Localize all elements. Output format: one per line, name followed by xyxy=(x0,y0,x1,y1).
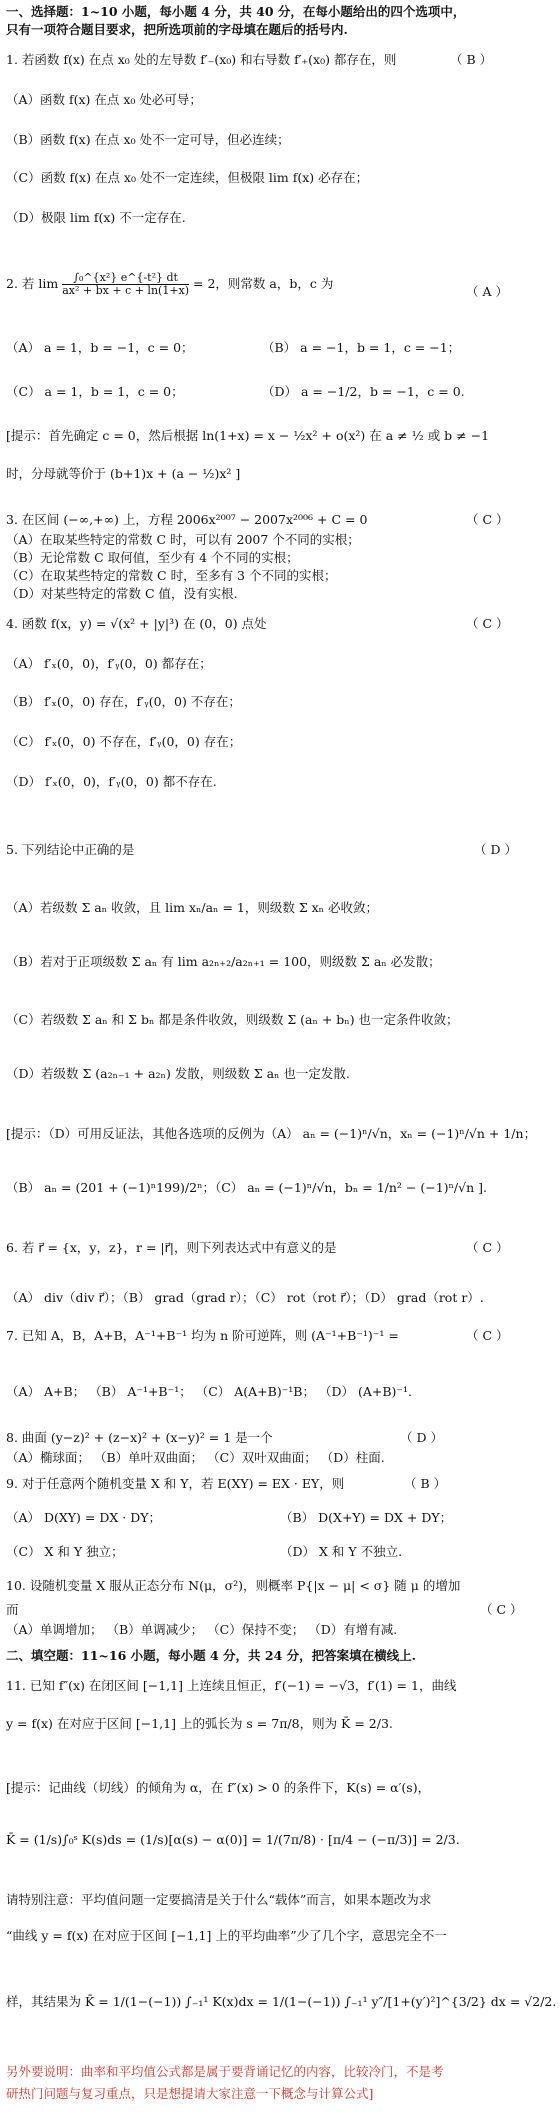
q10-stem-line2: 而 xyxy=(6,1602,19,1617)
q2-fraction xyxy=(62,272,189,297)
q4-option-d: （D） f′ₓ(0，0)，f′ᵧ(0，0) 都不存在. xyxy=(6,774,217,789)
q10-options: （A）单调增加； （B）单调减少； （C）保持不变； （D）有增有减. xyxy=(6,1622,398,1637)
q5-option-b: （B）若对于正项级数 Σ aₙ 有 lim a₂ₙ₊₂/a₂ₙ₊₁ = 100，则级数 Σ aₙ 必发散； xyxy=(6,954,441,969)
q11-note-line2: “曲线 y = f(x) 在对应于区间 [−1,1] 上的平均曲率”少了几个字，意思完全不一 xyxy=(6,1928,447,1943)
q2-option-a: （A） a = 1，b = −1，c = 0； xyxy=(6,340,194,355)
q3-option-d: （D）对某些特定的常数 C 值，没有实根. xyxy=(6,586,238,601)
q1-option-b: （B）函数 f(x) 在点 x₀ 处不一定可导，但必连续； xyxy=(6,132,290,147)
q4-answer: （ C ） xyxy=(466,616,509,631)
q7-stem: 7. 已知 A，B，A+B，A⁻¹+B⁻¹ 均为 n 阶可逆阵，则 (A⁻¹+B⁻¹)⁻¹ = xyxy=(6,1328,399,1343)
q10-answer: （ C ） xyxy=(480,1602,523,1617)
q2-option-d: （D） a = −1/2，b = −1，c = 0. xyxy=(262,384,465,399)
section2-header: 二、填空题：11~16 小题，每小题 4 分，共 24 分，把答案填在横线上. xyxy=(6,1648,416,1663)
q11-red-note-line2: 研热门问题与复习重点，只是想提请大家注意一下概念与计算公式] xyxy=(6,2086,374,2101)
q3-option-a: （A）在取某些特定的常数 C 时，可以有 2007 个不同的实根； xyxy=(6,532,360,547)
q8-options: （A）椭球面； （B）单叶双曲面； （C）双叶双曲面； （D）柱面. xyxy=(6,1450,385,1465)
q5-option-c: （C）若级数 Σ aₙ 和 Σ bₙ 都是条件收敛，则级数 Σ (aₙ + bₙ) 也一定条件收敛； xyxy=(6,1012,459,1027)
q5-option-d: （D）若级数 Σ (a₂ₙ₋₁ + a₂ₙ) 发散，则级数 Σ aₙ 也一定发散. xyxy=(6,1066,350,1081)
q1-option-a: （A）函数 f(x) 在点 x₀ 处必可导； xyxy=(6,92,202,107)
q6-stem: 6. 若 r⃗ = {x，y，z}，r = |r⃗|，则下列表达式中有意义的是 xyxy=(6,1240,337,1255)
q9-answer: （ B ） xyxy=(404,1476,447,1491)
q9-stem: 9. 对于任意两个随机变量 X 和 Y，若 E(XY) = EX · EY，则 xyxy=(6,1476,345,1491)
q11-note-line3: 样，其结果为 K̄ = 1/(1−(−1)) ∫₋₁¹ K(x)dx = 1/(1−(−1)) ∫₋₁¹ y″/[1+(y′)²]^{3/2} dx = √2/2. xyxy=(6,1994,557,2009)
q4-option-b: （B） f′ₓ(0，0) 存在，f′ᵧ(0，0) 不存在； xyxy=(6,694,241,709)
q5-answer: （ D ） xyxy=(474,842,517,857)
q7-answer: （ C ） xyxy=(466,1328,509,1343)
q2-stem-post: = 2，则常数 a，b，c 为 xyxy=(193,276,334,292)
q3-option-b: （B）无论常数 C 取何值，至少有 4 个不同的实根； xyxy=(6,550,299,565)
q9-option-d: （D） X 和 Y 不独立. xyxy=(280,1544,403,1559)
q8-stem: 8. 曲面 (y−z)² + (z−x)² + (x−y)² = 1 是一个 xyxy=(6,1430,273,1445)
q2-stem xyxy=(6,272,333,297)
q4-option-c: （C） f′ₓ(0，0) 不存在，f′ᵧ(0，0) 存在； xyxy=(6,734,242,749)
q10-stem-line1: 10. 设随机变量 X 服从正态分布 N(μ，σ²)，则概率 P{|x − μ| < σ} 随 μ 的增加 xyxy=(6,1578,461,1593)
q11-red-note-line1: 另外要说明：曲率和平均值公式都是属于要背诵记忆的内容，比较冷门，不是考 xyxy=(6,2064,444,2079)
q3-option-c: （C）在取某些特定的常数 C 时，至多有 3 个不同的实根； xyxy=(6,568,337,583)
q11-stem-line1: 11. 已知 f″(x) 在闭区间 [−1,1] 上连续且恒正，f′(−1) = −√3，f′(1) = 1，曲线 xyxy=(6,1678,457,1693)
q11-note-line1: 请特别注意：平均值问题一定要搞清是关于什么“载体”而言，如果本题改为求 xyxy=(6,1892,432,1907)
q5-option-a: （A）若级数 Σ aₙ 收敛，且 lim xₙ/aₙ = 1，则级数 Σ xₙ 必收敛； xyxy=(6,900,379,915)
q9-option-c: （C） X 和 Y 独立； xyxy=(6,1544,124,1559)
q2-option-c: （C） a = 1，b = 1，c = 0； xyxy=(6,384,184,399)
q9-option-b: （B） D(X+Y) = DX + DY； xyxy=(280,1510,453,1525)
q2-hint-line1: [提示：首先确定 c = 0，然后根据 ln(1+x) = x − ½x² + o(x²) 在 a ≠ ½ 或 b ≠ −1 xyxy=(6,428,490,443)
q2-fraction-denominator: ax² + bx + c + ln(1+x) xyxy=(62,284,190,298)
q6-answer: （ C ） xyxy=(466,1240,509,1255)
q11-stem-line2: y = f(x) 在对应于区间 [−1,1] 上的弧长为 s = 7π/8，则为 K̄ = 2/3. xyxy=(6,1716,393,1731)
q1-option-d: （D）极限 lim f(x) 不一定存在. xyxy=(6,210,186,225)
q1-option-c: （C）函数 f(x) 在点 x₀ 处不一定连续，但极限 lim f(x) 必存在； xyxy=(6,170,369,185)
q2-option-b: （B） a = −1，b = 1，c = −1； xyxy=(262,340,461,355)
q1-answer: （ B ） xyxy=(450,52,493,67)
q2-fraction-numerator: ∫₀^{x²} e^{-t²} dt xyxy=(62,272,189,285)
q4-stem: 4. 函数 f(x，y) = √(x² + |y|³) 在 (0，0) 点处 xyxy=(6,616,267,631)
q7-options: （A） A+B； （B） A⁻¹+B⁻¹； （C） A(A+B)⁻¹B； （D） (A+B)⁻¹. xyxy=(6,1384,412,1399)
section1-header-line2: 只有一项符合题目要求，把所选项前的字母填在题后的括号内. xyxy=(6,22,348,37)
section1-header-line1: 一、选择题：1~10 小题，每小题 4 分，共 40 分，在每小题给出的四个选项中， xyxy=(6,4,466,19)
q11-hint-line1: [提示：记曲线（切线）的倾角为 α，在 f″(x) > 0 的条件下，K(s) = α′(s)， xyxy=(6,1780,431,1795)
q2-answer: （ A ） xyxy=(466,284,508,299)
q11-hint-line2: K̄ = (1/s)∫₀ˢ K(s)ds = (1/s)[α(s) − α(0)] = 1/(7π/8) · [π/4 − (−π/3)] = 2/3. xyxy=(6,1832,460,1847)
q4-option-a: （A） f′ₓ(0，0)，f′ᵧ(0，0) 都存在； xyxy=(6,656,212,671)
q5-hint-line1: [提示：（D）可用反证法，其他各选项的反例为（A） aₙ = (−1)ⁿ/√n，xₙ = (−1)ⁿ/√n + 1/n； xyxy=(6,1126,537,1141)
q1-stem: 1. 若函数 f(x) 在点 x₀ 处的左导数 f′₋(x₀) 和右导数 f′₊(x₀) 都存在，则 xyxy=(6,52,397,67)
q8-answer: （ D ） xyxy=(400,1430,443,1445)
q5-stem: 5. 下列结论中正确的是 xyxy=(6,842,135,857)
q3-answer: （ C ） xyxy=(466,512,509,527)
q2-stem-pre: 2. 若 lim xyxy=(6,276,59,292)
q5-hint-line2: （B） aₙ = (201 + (−1)ⁿ199)/2ⁿ；（C） aₙ = (−1)ⁿ/√n，bₙ = 1/n² − (−1)ⁿ/√n ]. xyxy=(6,1180,487,1195)
q3-stem: 3. 在区间 (−∞,+∞) 上，方程 2006x²⁰⁰⁷ − 2007x²⁰⁰⁶ + C = 0 xyxy=(6,512,368,527)
q6-options: （A） div（div r⃗）；（B） grad（grad r）；（C） rot（rot r⃗）；（D） grad（rot r）. xyxy=(6,1290,484,1305)
q9-option-a: （A） D(XY) = DX · DY； xyxy=(6,1510,161,1525)
q2-hint-line2: 时，分母就等价于 (b+1)x + (a − ½)x² ] xyxy=(6,466,241,481)
